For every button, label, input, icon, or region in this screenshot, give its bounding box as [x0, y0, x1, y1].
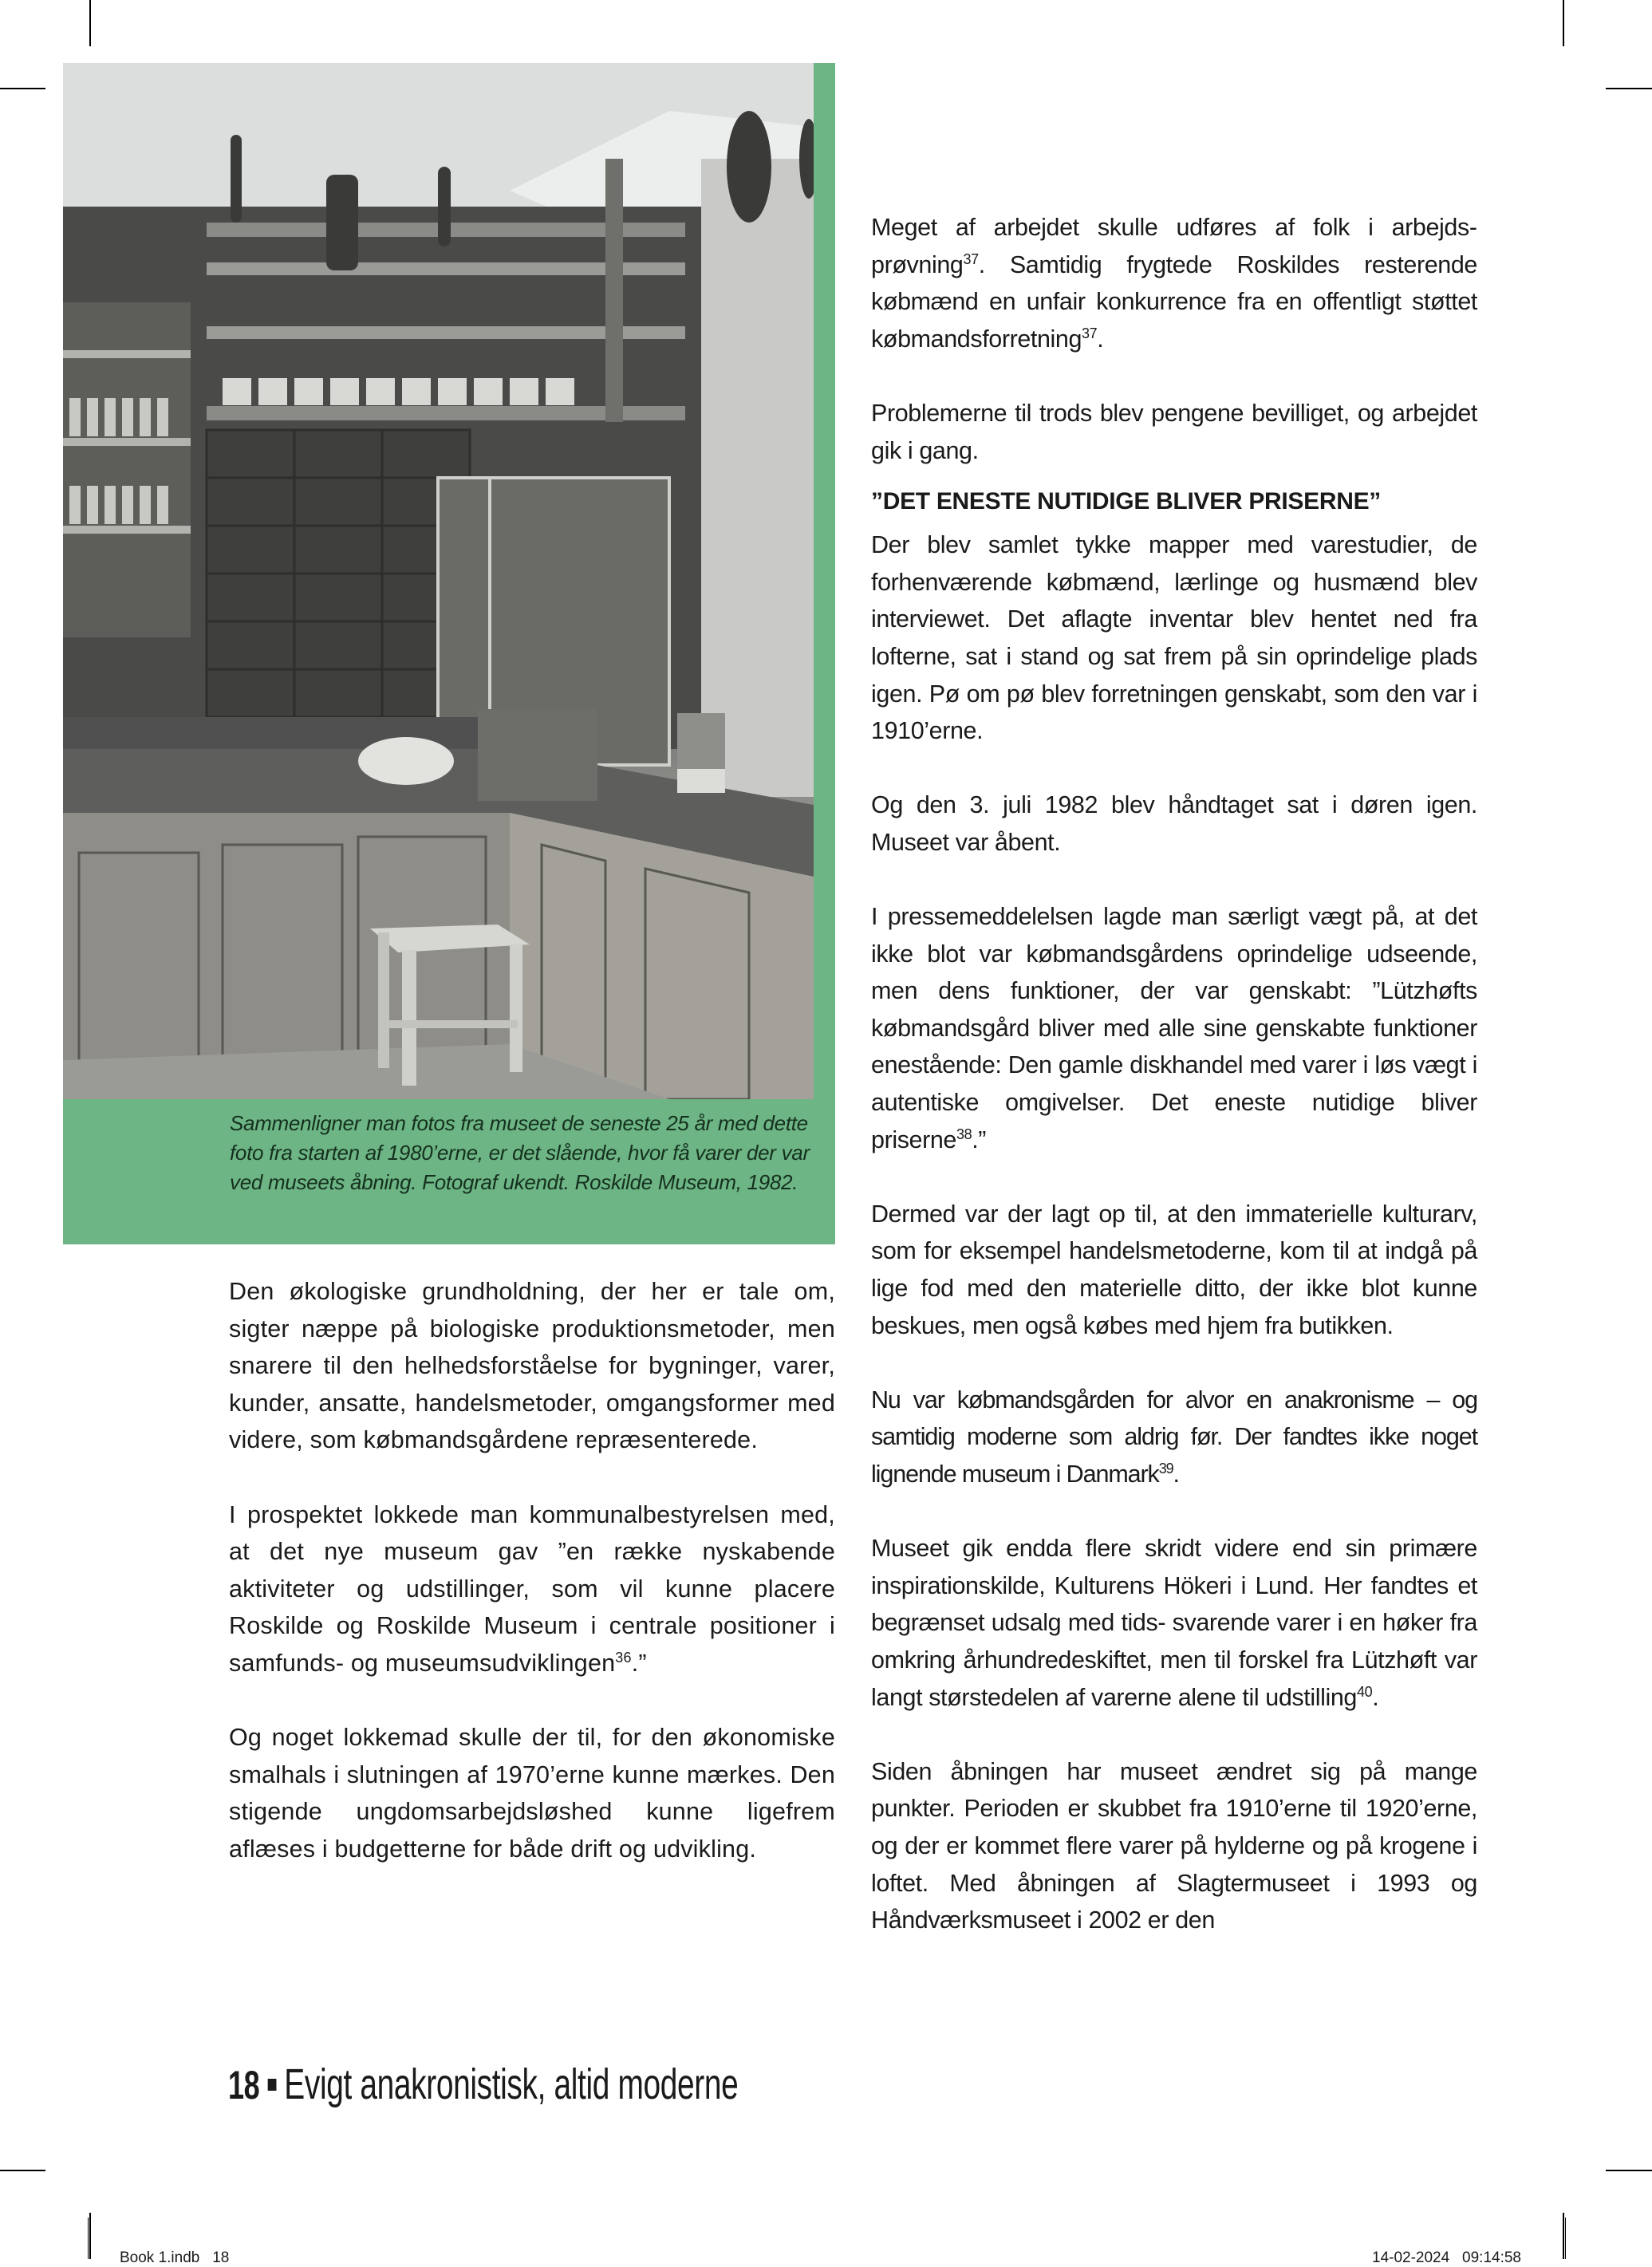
paragraph: Den økologiske grundholdning, der her er tale om, sigter næppe på biologiske produktionsmetoder, men snarere til den helhedsforståelse for bygninger, varer, kunder, ansatte, handelsmetoder, omgangsformer med videre, som købmandsgårdene repræsenterede. [229, 1278, 835, 1454]
slug-datetime: 14-02-2024 09:14:58 [1372, 2249, 1521, 2266]
crop-mark-bottom-right-horizontal [1606, 2170, 1652, 2171]
footnote-ref[interactable]: 40 [1357, 1683, 1373, 1700]
paragraph: Og noget lokkemad skulle der til, for den økonomiske smalhals i slutningen af 1970’erne kunne mærkes. Den stigende ungdomsarbejdsløshed kunne ligefrem aflæses i budgetterne for både drift og udvikling. [229, 1724, 835, 1863]
footnote-ref[interactable]: 37 [1082, 325, 1098, 341]
right-text-column [871, 209, 1477, 1976]
crop-mark-top-right-vertical [1563, 0, 1564, 46]
paragraph: Dermed var der lagt op til, at den immaterielle kulturarv, som for eksempel handelsmetoderne, kom til at indgå på lige fod med den materielle ditto, der ikke blot kunne beskues, men også købes med hjem fra butikken. [871, 1200, 1477, 1339]
section-heading: ”DET ENESTE NUTIDIGE BLIVER PRISERNE” [871, 488, 1381, 515]
slug-divider-right [1565, 2218, 1566, 2259]
footnote-ref[interactable]: 36 [615, 1649, 632, 1666]
paragraph: Meget af arbejdet skulle udføres af folk i arbejdsprøvning$^{37}$. Samtidig frygtede Roskildes resterende købmænd en unfair konkurrence fra en offentligt støttet købmandsforretning$^{37}$. [871, 214, 1477, 353]
page-folio [228, 2060, 738, 2109]
footnote-ref[interactable]: 38 [956, 1126, 972, 1142]
crop-mark-top-left-horizontal [0, 88, 45, 89]
crop-mark-bottom-left-vertical [89, 2213, 91, 2259]
paragraph: Problemerne til trods blev pengene bevilliget, og arbejdet gik i gang. [871, 399, 1477, 464]
shop-interior-photo [63, 63, 814, 1099]
figure-caption: Sammenligner man fotos fra museet de seneste 25 år med dette foto fra starten af 1980’erne, er det slående, hvor få varer der var ved museets åbning. Fotograf ukendt. Roskilde Museum, 1982. [230, 1111, 810, 1194]
slug-divider-left [88, 2218, 89, 2259]
paragraph: Nu var købmandsgården for alvor en anakronisme – og samtidig moderne som aldrig før. Der fandtes ikke noget lignende museum i Danmark$^{39}$. [871, 1386, 1477, 1488]
paragraph: Siden åbningen har museet ændret sig på mange punkter. Perioden er skubbet fra 1910’erne til 1920’erne, og der er kommet flere varer på hylderne og på krogene i loftet. Med åbningen af Slagtermuseet i 1993 og Håndværksmuseet i 2002 er den [871, 1757, 1477, 1934]
crop-mark-top-left-vertical [89, 0, 91, 46]
running-title: Evigt anakronistisk, altid moderne [284, 2060, 739, 2108]
crop-mark-bottom-left-horizontal [0, 2170, 45, 2171]
slug-filename: Book 1.indb 18 [120, 2249, 230, 2266]
paragraph: Der blev samlet tykke mapper med varestudier, de forhenværende købmænd, lærlinge og husmænd blev interviewet. Det aflagte inventar blev hentet ned fra lofterne, sat i stand og sat frem på sin oprindelige plads igen. Pø om pø blev forretningen genskabt, som den var i 1910’erne. [871, 531, 1477, 745]
square-bullet-icon [267, 2079, 276, 2091]
crop-mark-top-right-horizontal [1606, 88, 1652, 89]
footnote-ref[interactable]: 37 [963, 250, 979, 267]
paragraph: Museet gik endda flere skridt videre end sin primære inspirationskilde, Kulturens Hökeri i Lund. Her fandtes et begrænset udsalg med tids- svarende varer i en høker fra omkring århundredeskiftet, men til forskel fra Lützhøft var langt størstedelen af varerne alene til udstilling$^{40}$. [871, 1535, 1477, 1711]
footnote-ref[interactable]: 39 [1158, 1460, 1173, 1477]
paragraph: I prospektet lokkede man kommunalbestyrelsen med, at det nye museum gav ”en række nyskabende aktiviteter og udstillinger, som vil kunne placere Roskilde og Roskilde Museum i centrale positioner i samfunds- og museumsudviklingen$^{36}$.” [229, 1500, 835, 1677]
left-text-column [229, 1273, 835, 1905]
paragraph: Og den 3. juli 1982 blev håndtaget sat i døren igen. Museet var åbent. [871, 791, 1477, 856]
paragraph: I pressemeddelelsen lagde man særligt vægt på, at det ikke blot var købmandsgårdens oprindelige udseende, men dens funktioner, der var genskabt: ”Lützhøfts købmandsgård bliver med alle sine genskabte funktioner enestående: Den gamle diskhandel med varer i løs vægt i autentiske omgivelser. Det eneste nutidige bliver priserne$^{38}$.” [871, 903, 1477, 1153]
page-number: 18 [228, 2063, 260, 2107]
crop-mark-bottom-right-vertical [1563, 2213, 1564, 2259]
